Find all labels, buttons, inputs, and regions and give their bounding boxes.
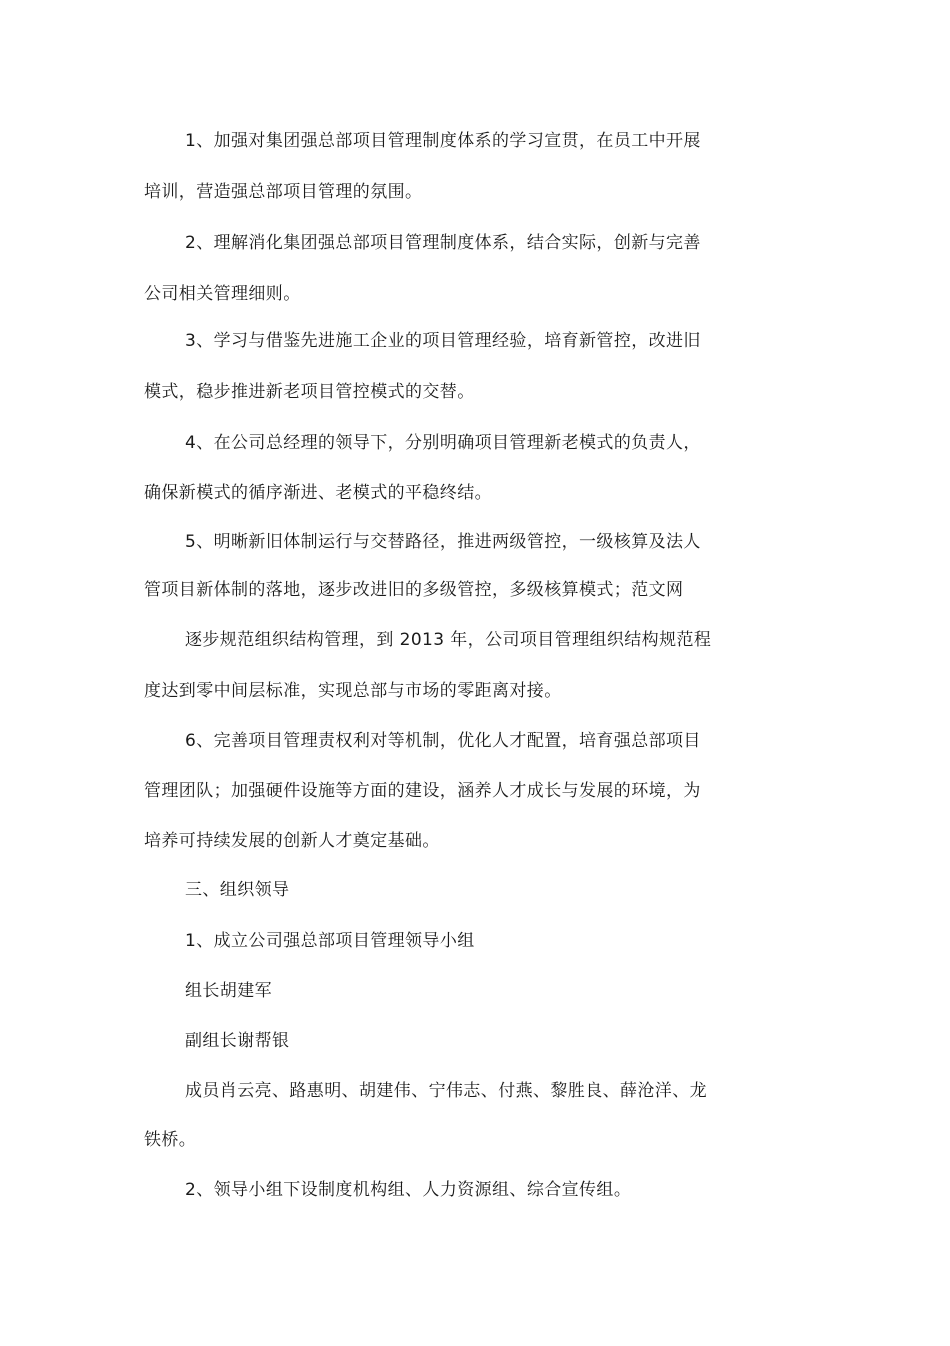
section-heading: 三、组织领导 (185, 880, 290, 900)
text-line: 3、学习与借鉴先进施工企业的项目管理经验，培育新管控，改进旧 (185, 331, 701, 351)
text-line: 1、加强对集团强总部项目管理制度体系的学习宣贯，在员工中开展 (185, 131, 701, 151)
text-line: 公司相关管理细则。 (144, 284, 301, 304)
text-line: 成员肖云亮、路惠明、胡建伟、宁伟志、付燕、黎胜良、薛沧洋、龙 (185, 1081, 707, 1101)
text-line: 铁桥。 (144, 1130, 197, 1150)
text-line: 管项目新体制的落地，逐步改进旧的多级管控，多级核算模式；范文网 (144, 580, 684, 600)
text-line: 副组长谢帮银 (185, 1031, 290, 1051)
text-line: 逐步规范组织结构管理，到 2013 年，公司项目管理组织结构规范程 (185, 630, 712, 650)
text-line: 模式，稳步推进新老项目管控模式的交替。 (144, 382, 475, 402)
text-line: 4、在公司总经理的领导下，分别明确项目管理新老模式的负责人， (185, 433, 701, 453)
text-line: 培养可持续发展的创新人才奠定基础。 (144, 831, 440, 851)
text-line: 培训，营造强总部项目管理的氛围。 (144, 182, 423, 202)
text-line: 确保新模式的循序渐进、老模式的平稳终结。 (144, 483, 492, 503)
text-line: 2、领导小组下设制度机构组、人力资源组、综合宣传组。 (185, 1180, 632, 1200)
text-line: 管理团队；加强硬件设施等方面的建设，涵养人才成长与发展的环境，为 (144, 781, 701, 801)
text-line: 1、成立公司强总部项目管理领导小组 (185, 931, 475, 951)
text-line: 6、完善项目管理责权利对等机制，优化人才配置，培育强总部项目 (185, 731, 701, 751)
text-line: 5、明晰新旧体制运行与交替路径，推进两级管控，一级核算及法人 (185, 532, 701, 552)
text-line: 2、理解消化集团强总部项目管理制度体系，结合实际，创新与完善 (185, 233, 701, 253)
text-line: 组长胡建军 (185, 981, 272, 1001)
text-line: 度达到零中间层标准，实现总部与市场的零距离对接。 (144, 681, 562, 701)
